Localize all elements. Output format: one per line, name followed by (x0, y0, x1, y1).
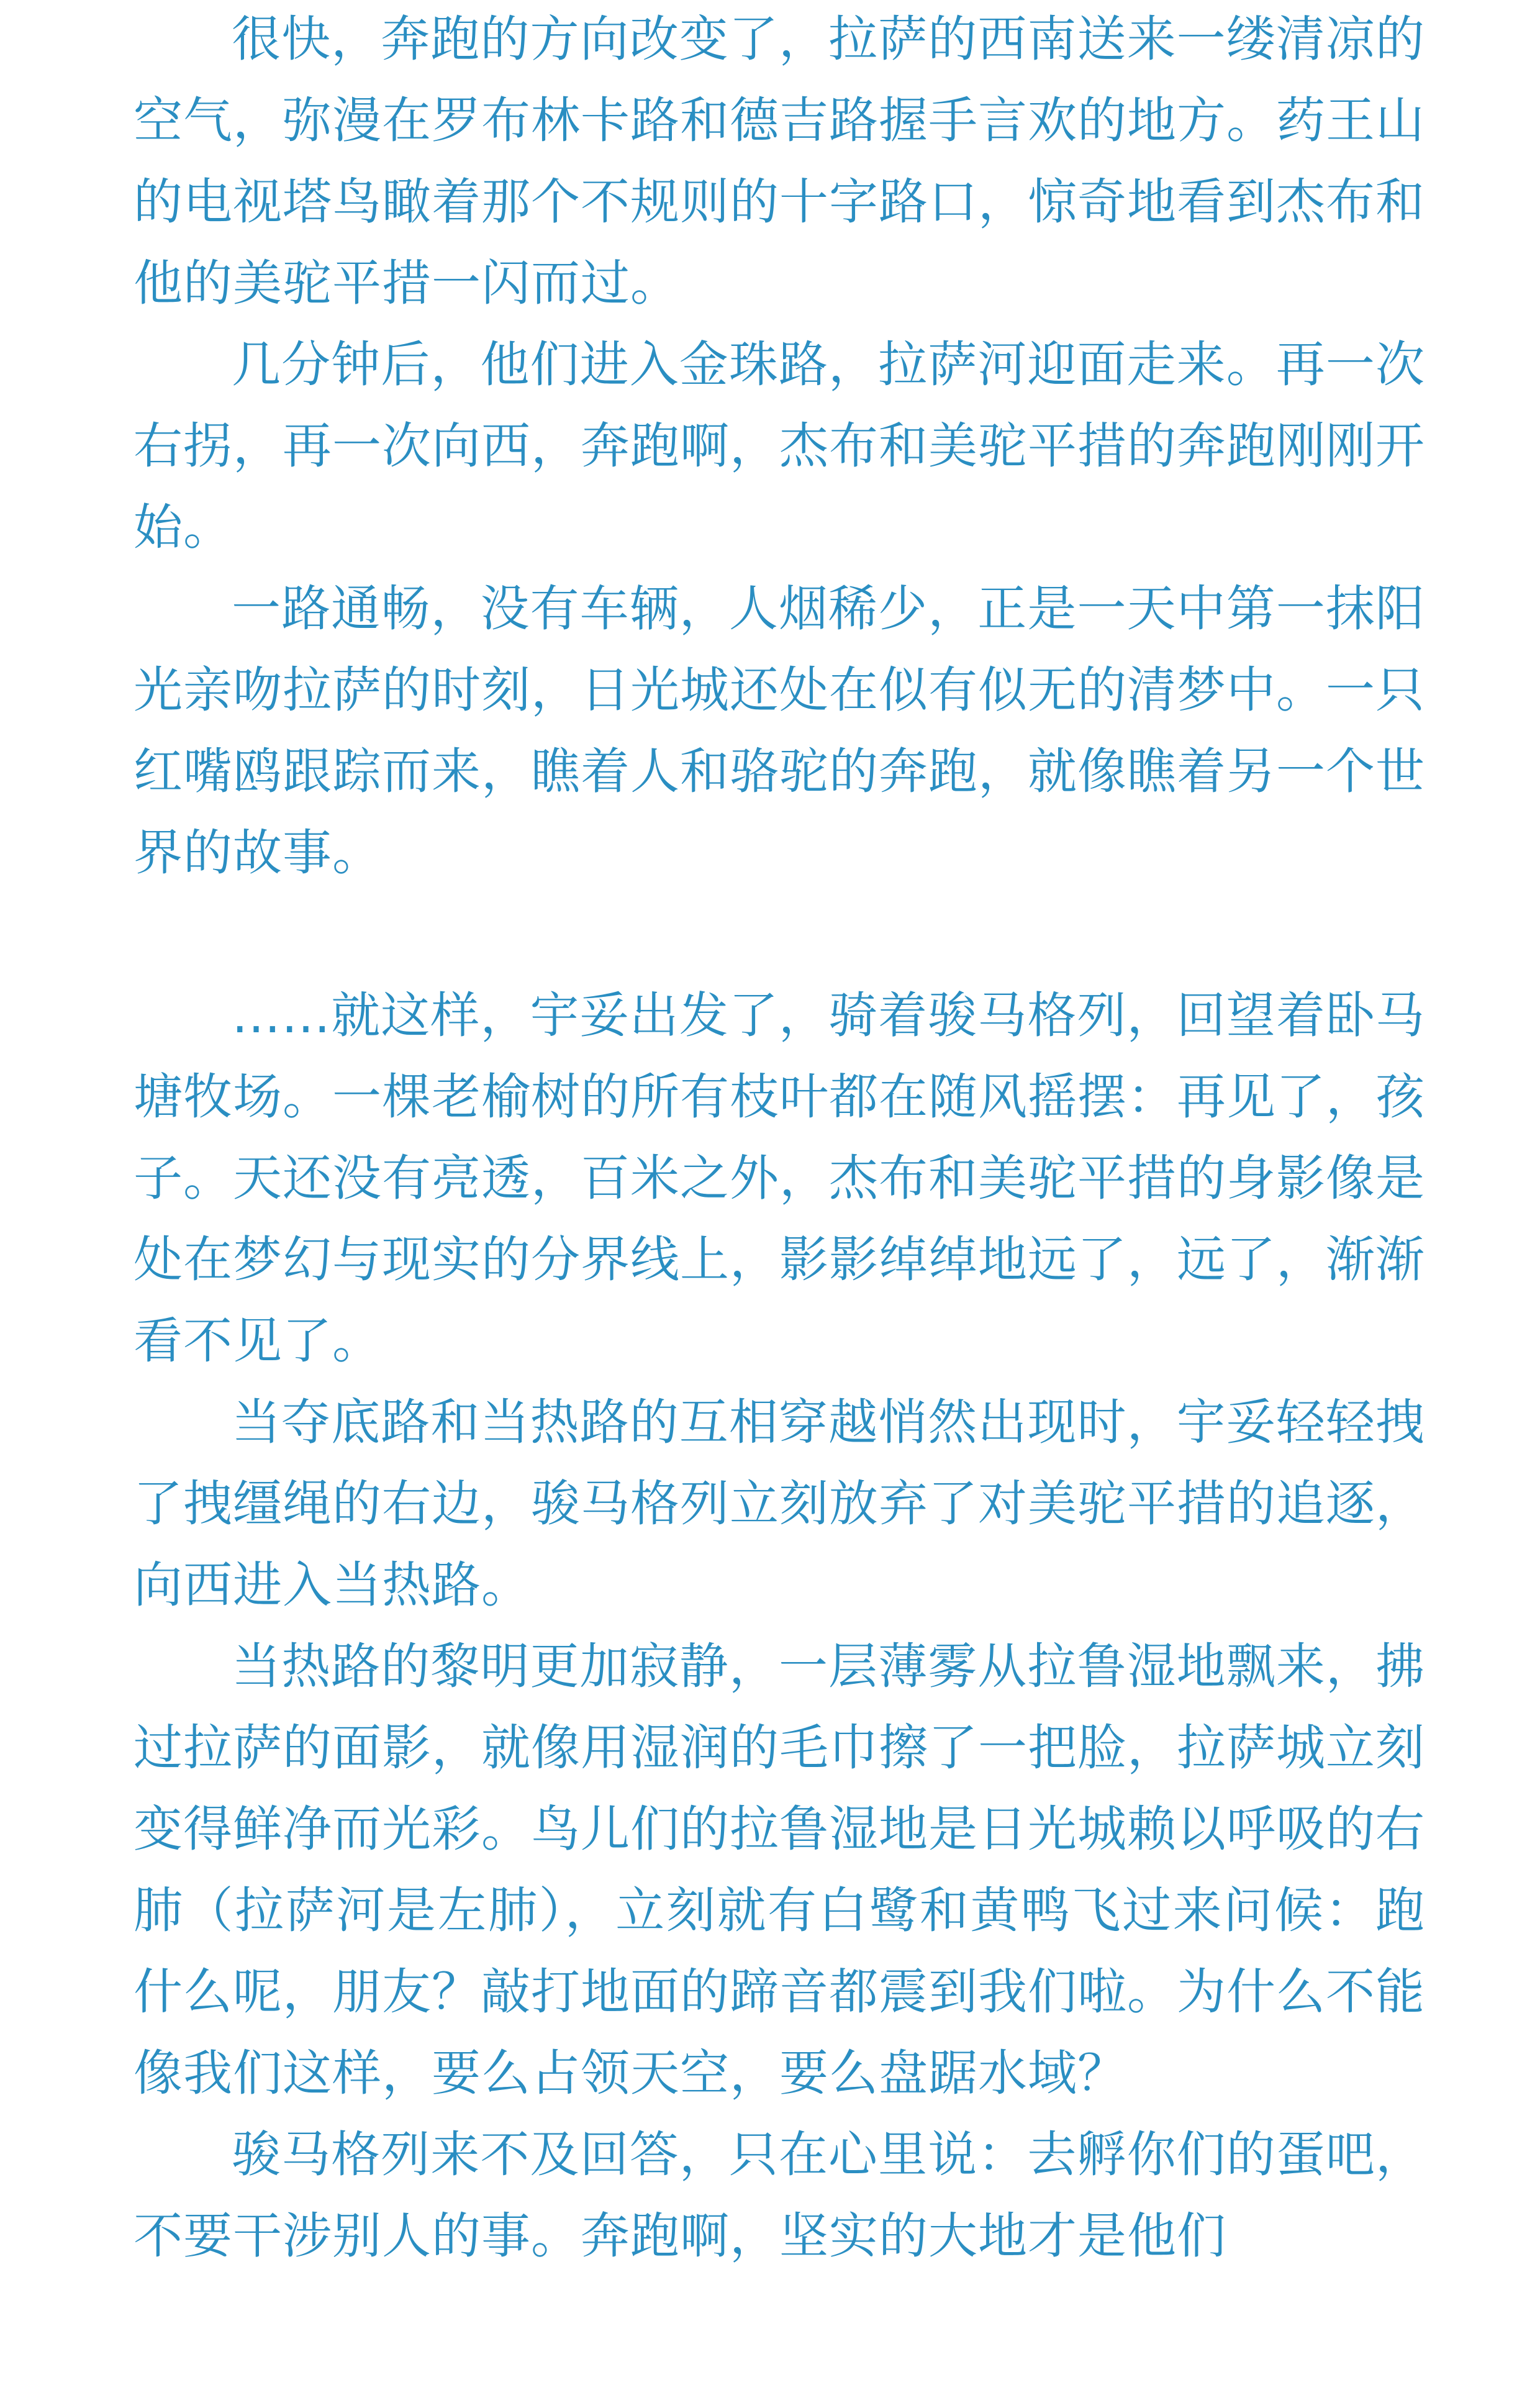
body-text (134, 0, 1425, 2277)
paragraph-5: 当夺底路和当热路的互相穿越悄然出现时，宇妥轻轻拽了拽缰绳的右边，骏马格列立刻放弃了对美驼平措的追逐，向西进入当热路。 (134, 1394, 1425, 1614)
paragraph-2: 几分钟后，他们进入金珠路，拉萨河迎面走来。再一次右拐，再一次向西，奔跑啊，杰布和美驼平措的奔跑刚刚开始。 (134, 336, 1425, 556)
paragraph-1: 很快，奔跑的方向改变了，拉萨的西南送来一缕清凉的空气，弥漫在罗布林卡路和德吉路握手言欢的地方。药王山的电视塔鸟瞰着那个不规则的十字路口，惊奇地看到杰布和他的美驼平措一闪而过。 (134, 11, 1425, 312)
paragraph-3: 一路通畅，没有车辆，人烟稀少，正是一天中第一抹阳光亲吻拉萨的时刻，日光城还处在似有似无的清梦中。一只红嘴鸥跟踪而来，瞧着人和骆驼的奔跑，就像瞧着另一个世界的故事。 (134, 580, 1425, 881)
paragraph-4: ……就这样，宇妥出发了，骑着骏马格列，回望着卧马塘牧场。一棵老榆树的所有枝叶都在随风摇摆：再见了，孩子。天还没有亮透，百米之外，杰布和美驼平措的身影像是处在梦幻与现实的分界线上，影影绰绰地远了，远了，渐渐看不见了。 (134, 987, 1425, 1370)
paragraph-7: 骏马格列来不及回答，只在心里说：去孵你们的蛋吧，不要干涉别人的事。奔跑啊，坚实的大地才是他们 (134, 2126, 1425, 2265)
paragraph-6: 当热路的黎明更加寂静，一层薄雾从拉鲁湿地飘来，拂过拉萨的面影，就像用湿润的毛巾擦了一把脸，拉萨城立刻变得鲜净而光彩。鸟儿们的拉鲁湿地是日光城赖以呼吸的右肺（拉萨河是左肺），立刻就有白鹭和黄鸭飞过来问候：跑什么呢，朋友？敲打地面的蹄音都震到我们啦。为什么不能像我们这样，要么占领天空，要么盘踞水域？ (134, 1638, 1425, 2102)
section-break (134, 894, 1425, 975)
